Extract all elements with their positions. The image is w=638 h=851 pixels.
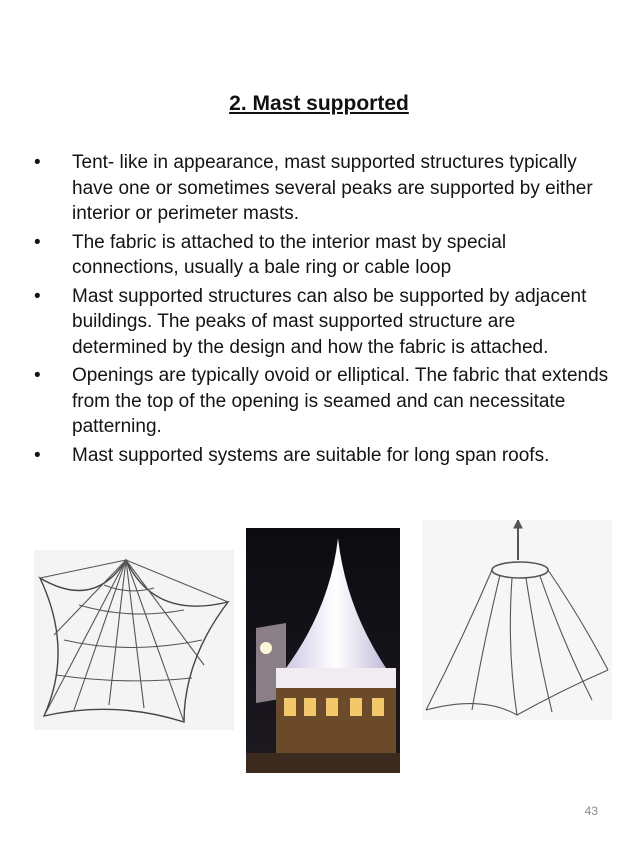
bullet-text: Openings are typically ovoid or elliptical. The fabric that extends from the top of the opening is seamed and can necessitate patterning.	[72, 365, 609, 437]
page-number: 43	[584, 804, 598, 818]
bullet-dot: •	[34, 152, 41, 173]
bullet-item	[34, 284, 614, 361]
bullet-item	[34, 443, 614, 469]
bullet-dot: •	[34, 231, 41, 253]
slide-title: 2. Mast supported	[229, 92, 409, 115]
mast-ring-tent-sketch	[422, 520, 612, 720]
bullet-text: Mast supported structures can also be supported by adjacent buildings. The peaks of mast supported structure are determined by the design and how the fabric is attached.	[72, 285, 587, 358]
illuminated-tent-photo	[246, 528, 400, 773]
bullet-item	[34, 150, 614, 227]
bullet-item	[34, 230, 614, 281]
bullet-list	[34, 150, 614, 471]
bullet-dot: •	[34, 285, 41, 307]
bullet-text: Tent- like in appearance, mast supported structures typically have one or sometimes several peaks are supported by either interior or perimeter masts.	[72, 152, 593, 224]
figure-row	[0, 520, 638, 780]
bullet-dot: •	[34, 365, 41, 386]
bullet-dot: •	[34, 444, 41, 466]
bullet-text: Mast supported systems are suitable for long span roofs.	[72, 444, 550, 466]
cable-net-tent-sketch	[34, 550, 234, 730]
bullet-text: The fabric is attached to the interior mast by special connections, usually a bale ring or cable loop	[72, 231, 507, 278]
bullet-item	[34, 363, 614, 440]
